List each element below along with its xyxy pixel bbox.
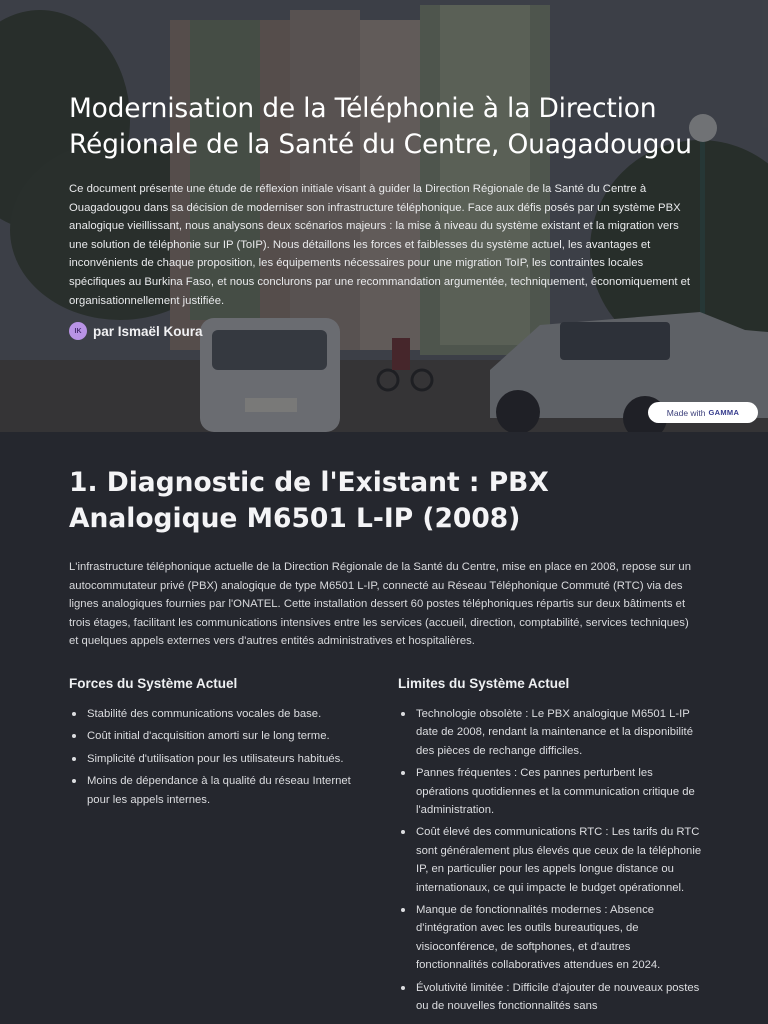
hero-banner [0,0,768,432]
list-item: Pannes fréquentes : Ces pannes perturbent les opérations quotidiennes et la communication critique de l'administration. [398,764,703,819]
page-title: Modernisation de la Téléphonie à la Direction Régionale de la Santé du Centre, Ouagadougou [69,93,692,160]
list-item: Évolutivité limitée : Difficile d'ajouter de nouveaux postes ou de nouvelles fonctionnalités sans [398,979,703,1016]
limits-list [398,705,703,1016]
hero-description: Ce document présente une étude de réflexion initiale visant à guider la Direction Régionale de la Santé du Centre à Ouagadougou dans sa décision de moderniser son infrastructure téléphonique. Face aux défis posés par un système PBX analogique vieillissant, nous analysons deux scénarios majeurs : la mise à niveau du système existant et la migration vers une solution de téléphonie sur IP (ToIP). Nous détaillons les forces et faiblesses du système actuel, les avantages et inconvénients de chaque proposition, les équipements nécessaires pour une migration ToIP, les contraintes locales spécifiques au Burkina Faso, et nous conclurons par une recommandation argumentée, techniquement, économiquement et organisationnellement justifiée. [69,183,691,307]
strengths-list [69,705,359,809]
made-with-gamma-badge[interactable] [648,402,758,423]
list-item: Coût initial d'acquisition amorti sur le long terme. [69,727,359,745]
author-byline [69,320,203,342]
strengths-title: Forces du Système Actuel [69,676,238,691]
list-item: Coût élevé des communications RTC : Les tarifs du RTC sont généralement plus élevés que ceux de la téléphonie IP, en particulier pour les appels longue distance ou internationaux, ce qui impacte le budget opérationnel. [398,823,703,897]
limits-title: Limites du Système Actuel [398,676,570,691]
list-item: Moins de dépendance à la qualité du réseau Internet pour les appels internes. [69,772,359,809]
section-diagnostic [0,432,768,1024]
section-intro: L'infrastructure téléphonique actuelle de la Direction Régionale de la Santé du Centre, mise en place en 2008, repose sur un autocommutateur privé (PBX) analogique de type M6501 L-IP, connecté au Réseau Téléphonique Commuté (RTC) via des lignes analogiques fournies par l'ONATEL. Cette installation dessert 60 postes téléphoniques répartis sur deux bâtiments et trois étages, facilitant les communications intensives entre les services (accueil, direction, comptabilité, services techniques) et quelques appels externes vers d'autres entités administratives et hospitalières. [69,561,691,648]
list-item: Stabilité des communications vocales de base. [69,705,359,723]
strengths-column [69,675,359,813]
list-item: Manque de fonctionnalités modernes : Absence d'intégration avec les outils bureautiques, de visioconférence, de softphones, et d'autres fonctionnalités collaboratives attendues en 2024. [398,901,703,975]
limits-column [398,675,703,1020]
list-item: Simplicité d'utilisation pour les utilisateurs habitués. [69,750,359,768]
badge-prefix: Made with [666,407,706,418]
gamma-logo: GAMMA [708,408,740,417]
avatar: IK [69,322,87,340]
author-name: par Ismaël Koura [93,323,203,339]
section-title: 1. Diagnostic de l'Existant : PBX Analogique M6501 L-IP (2008) [69,467,549,534]
list-item: Technologie obsolète : Le PBX analogique M6501 L-IP date de 2008, rendant la maintenance et la disponibilité des pièces de rechange difficiles. [398,705,703,760]
